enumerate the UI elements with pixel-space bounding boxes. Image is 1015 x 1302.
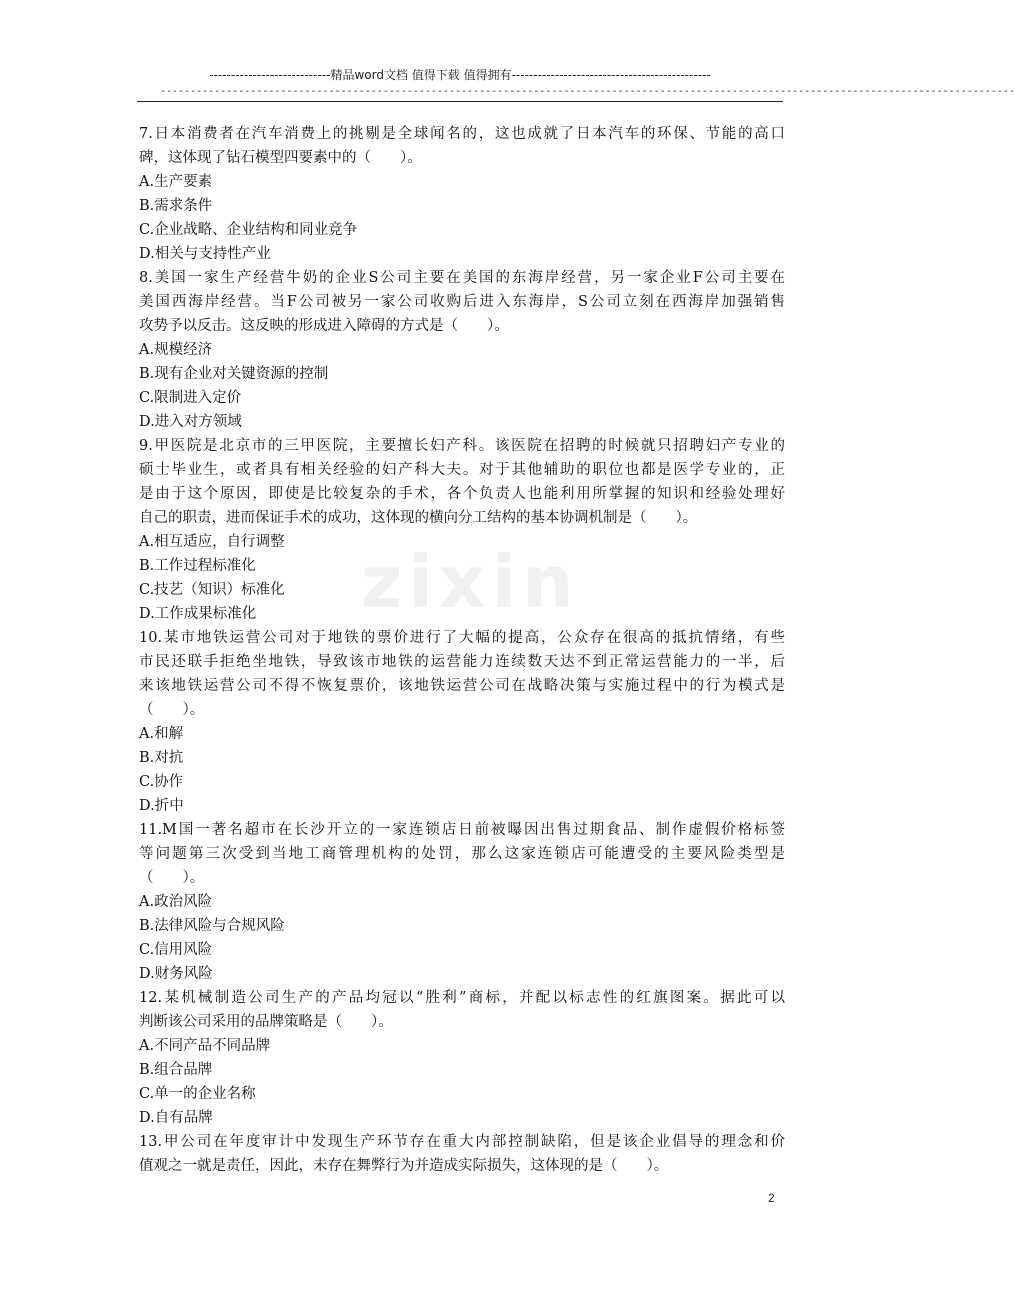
answer-option: C.信用风险	[139, 942, 213, 958]
question-7	[139, 122, 785, 266]
document-body	[139, 122, 785, 1178]
answer-option: B.组合品牌	[139, 1062, 213, 1078]
question-text-line: 美国西海岸经营。当F公司被另一家公司收购后进入东海岸，S公司立刻在西海岸加强销售	[139, 294, 785, 310]
question-9	[139, 434, 785, 626]
question-text-line: 11.M国一著名超市在长沙开立的一家连锁店日前被曝因出售过期食品、制作虚假价格标签	[139, 822, 785, 838]
answer-option: A.不同产品不同品牌	[139, 1038, 271, 1054]
answer-option: C.限制进入定价	[139, 390, 242, 406]
answer-option: A.规模经济	[139, 342, 213, 358]
answer-option: A.和解	[139, 726, 184, 742]
question-text-line: 判断该公司采用的品牌策略是（ ）。	[139, 1014, 393, 1030]
answer-option: B.对抗	[139, 750, 184, 766]
answer-option: D.进入对方领域	[139, 414, 242, 430]
answer-option: B.需求条件	[139, 198, 213, 214]
answer-option: C.企业战略、企业结构和同业竞争	[139, 222, 358, 238]
question-text-line: 9.甲医院是北京市的三甲医院，主要擅长妇产科。该医院在招聘的时候就只招聘妇产专业的	[139, 438, 785, 454]
answer-option: D.工作成果标准化	[139, 606, 257, 622]
question-text-line: 8.美国一家生产经营牛奶的企业S公司主要在美国的东海岸经营，另一家企业F公司主要在	[139, 270, 785, 286]
question-12	[139, 986, 785, 1130]
page-header-dashes: ----------------------------------------------------------------------------------------------------------------------------------------------	[160, 86, 1015, 97]
answer-option: D.折中	[139, 798, 184, 814]
answer-option: D.相关与支持性产业	[139, 246, 271, 262]
question-text-line: 自己的职责，进而保证手术的成功，这体现的横向分工结构的基本协调机制是（ ）。	[139, 510, 698, 526]
question-text-line: （ ）。	[139, 870, 205, 886]
question-text-line: 7.日本消费者在汽车消费上的挑剔是全球闻名的，这也成就了日本汽车的环保、节能的高口	[139, 126, 785, 142]
page-number: 2	[768, 1191, 775, 1205]
answer-option: A.政治风险	[139, 894, 213, 910]
answer-option: A.生产要素	[139, 174, 213, 190]
question-10	[139, 626, 785, 818]
watermark: zixin	[360, 540, 580, 624]
answer-option: C.单一的企业名称	[139, 1086, 256, 1102]
header-divider	[137, 101, 783, 102]
question-text-line: 13.甲公司在年度审计中发现生产环节存在重大内部控制缺陷，但是该企业倡导的理念和价	[139, 1134, 785, 1150]
answer-option: C.协作	[139, 774, 184, 790]
question-text-line: 12.某机械制造公司生产的产品均冠以“胜利”商标，并配以标志性的红旗图案。据此可以	[139, 990, 785, 1006]
page-header-title: ----------------------------精品word文档 值得下载 值得拥有----------------------------------------------	[209, 68, 711, 82]
question-text-line: 碑，这体现了钻石模型四要素中的（ ）。	[139, 150, 422, 166]
question-text-line: 硕士毕业生，或者具有相关经验的妇产科大夫。对于其他辅助的职位也都是医学专业的，正	[139, 462, 785, 478]
answer-option: B.现有企业对关键资源的控制	[139, 366, 329, 382]
answer-option: C.技艺（知识）标准化	[139, 582, 285, 598]
answer-option: D.财务风险	[139, 966, 213, 982]
question-8	[139, 266, 785, 434]
question-text-line: 值观之一就是责任，因此，未存在舞弊行为并造成实际损失，这体现的是（ ）。	[139, 1158, 669, 1174]
question-13	[139, 1130, 785, 1178]
question-text-line: 攻势予以反击。这反映的形成进入障碍的方式是（ ）。	[139, 318, 509, 334]
answer-option: A.相互适应，自行调整	[139, 534, 285, 550]
question-text-line: 10.某市地铁运营公司对于地铁的票价进行了大幅的提高，公众存在很高的抵抗情绪，有些	[139, 630, 785, 646]
question-text-line: 等问题第三次受到当地工商管理机构的处罚，那么这家连锁店可能遭受的主要风险类型是	[139, 846, 785, 862]
answer-option: B.法律风险与合规风险	[139, 918, 285, 934]
question-text-line: 来该地铁运营公司不得不恢复票价，该地铁运营公司在战略决策与实施过程中的行为模式是	[139, 678, 785, 694]
question-11	[139, 818, 785, 986]
question-text-line: 市民还联手拒绝坐地铁，导致该市地铁的运营能力连续数天达不到正常运营能力的一半，后	[139, 654, 785, 670]
question-text-line: 是由于这个原因，即使是比较复杂的手术，各个负责人也能利用所掌握的知识和经验处理好	[139, 486, 785, 502]
question-text-line: （ ）。	[139, 702, 205, 718]
answer-option: B.工作过程标准化	[139, 558, 256, 574]
answer-option: D.自有品牌	[139, 1110, 213, 1126]
